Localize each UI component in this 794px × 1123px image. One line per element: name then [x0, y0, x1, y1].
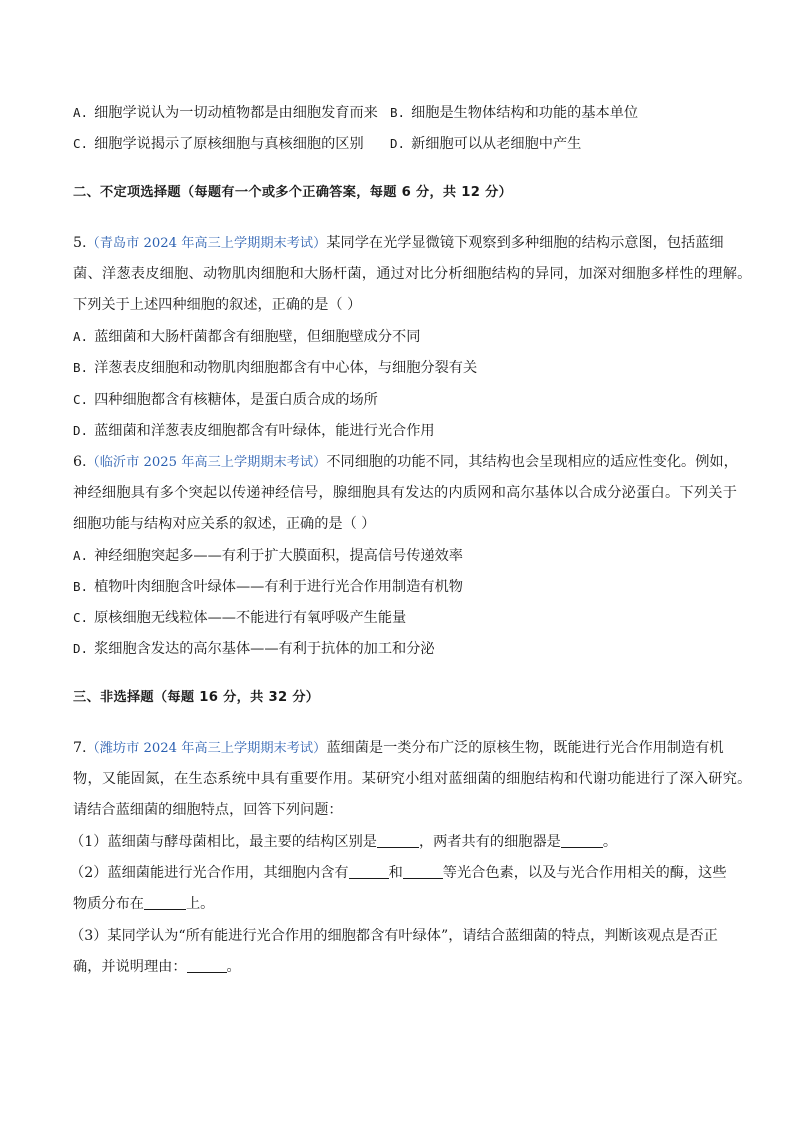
q4-option-a — [73, 103, 378, 123]
q6-option-b — [73, 577, 463, 597]
answer-blank[interactable] — [561, 833, 603, 848]
option-text: 蓝细菌和洋葱表皮细胞都含有叶绿体，能进行光合作用 — [94, 423, 435, 439]
q5-stem-line-1 — [73, 233, 724, 254]
q7-subquestion-3-cont — [73, 957, 241, 977]
option-letter: C. — [73, 610, 89, 625]
question-source: （青岛市 2024 年高三上学期期末考试） — [86, 236, 327, 251]
q7-subquestion-1 — [70, 832, 617, 852]
option-text: 细胞是生物体结构和功能的基本单位 — [411, 105, 639, 121]
q5-option-c — [73, 390, 378, 410]
q7-subquestion-2-cont — [73, 894, 214, 914]
subquestion-text: 上。 — [185, 896, 215, 912]
option-letter: C. — [73, 392, 89, 407]
question-source: （临沂市 2025 年高三上学期期末考试） — [86, 455, 327, 470]
subquestion-text: 。 — [226, 959, 241, 975]
stem-text: 某同学在光学显微镜下观察到多种细胞的结构示意图，包括蓝细 — [326, 235, 724, 251]
subquestion-text: 等光合色素，以及与光合作用相关的酶，这些 — [442, 865, 727, 881]
option-text: 细胞学说认为一切动植物都是由细胞发育而来 — [94, 105, 378, 121]
stem-text: 不同细胞的功能不同，其结构也会呈现相应的适应性变化。例如， — [326, 454, 738, 470]
subquestion-text: 物质分布在 — [73, 896, 144, 912]
q5-stem-line-3: 下列关于上述四种细胞的叙述，正确的是（ ） — [73, 297, 362, 313]
q6-stem-line-1 — [73, 452, 738, 473]
q5-stem-line-2: 菌、洋葱表皮细胞、动物肌肉细胞和大肠杆菌，通过对比分析细胞结构的异同，加深对细胞多样性的理解。 — [73, 266, 752, 282]
q7-subquestion-2 — [70, 863, 727, 883]
subquestion-text: ，两者共有的细胞器是 — [418, 834, 561, 850]
option-letter: D. — [390, 136, 406, 151]
option-letter: D. — [73, 423, 89, 438]
option-letter: A. — [73, 548, 89, 563]
answer-blank[interactable] — [187, 958, 227, 973]
option-text: 原核细胞无线粒体——不能进行有氧呼吸产生能量 — [94, 610, 407, 626]
q6-option-d — [73, 639, 435, 659]
q6-option-a — [73, 546, 463, 566]
question-number: 5. — [73, 235, 87, 251]
q7-stem-line-3: 请结合蓝细菌的细胞特点，回答下列问题： — [73, 802, 343, 818]
section-heading-3: 三、非选择题（每题 16 分，共 32 分） — [73, 690, 320, 705]
option-letter: B. — [73, 360, 89, 375]
section-heading-2: 二、不定项选择题（每题有一个或多个正确答案，每题 6 分，共 12 分） — [73, 185, 513, 200]
q5-option-a — [73, 327, 420, 347]
answer-blank[interactable] — [403, 864, 443, 879]
q4-option-c — [73, 134, 364, 154]
answer-blank[interactable] — [144, 895, 186, 910]
option-letter: D. — [73, 641, 89, 656]
q7-stem-line-2: 物，又能固氮，在生态系统中具有重要作用。某研究小组对蓝细菌的细胞结构和代谢功能进行了深入研究。 — [73, 771, 752, 787]
q5-option-b — [73, 358, 477, 378]
q6-stem-line-2: 神经细胞具有多个突起以传递神经信号，腺细胞具有发达的内质网和高尔基体以合成分泌蛋白。下列关于 — [73, 485, 738, 501]
option-text: 四种细胞都含有核糖体，是蛋白质合成的场所 — [94, 392, 378, 408]
question-number: 7. — [73, 740, 87, 756]
subquestion-text: 确，并说明理由： — [73, 959, 187, 975]
q7-subquestion-3: （3）某同学认为“所有能进行光合作用的细胞都含有叶绿体”，请结合蓝细菌的特点，判断该观点是否正 — [70, 928, 718, 944]
option-letter: A. — [73, 105, 89, 120]
question-source: （潍坊市 2024 年高三上学期期末考试） — [86, 741, 327, 756]
option-letter: A. — [73, 329, 89, 344]
q4-option-d — [390, 134, 581, 154]
subquestion-text: 。 — [602, 834, 618, 850]
option-letter: B. — [73, 579, 89, 594]
q6-option-c — [73, 608, 406, 628]
subquestion-text: （1）蓝细菌与酵母菌相比，最主要的结构区别是 — [70, 834, 377, 850]
answer-blank[interactable] — [377, 833, 419, 848]
option-letter: B. — [390, 105, 406, 120]
option-text: 神经细胞突起多——有利于扩大膜面积，提高信号传递效率 — [94, 548, 463, 564]
stem-text: 蓝细菌是一类分布广泛的原核生物，既能进行光合作用制造有机 — [326, 740, 724, 756]
option-text: 新细胞可以从老细胞中产生 — [411, 136, 582, 152]
q5-option-d — [73, 421, 435, 441]
question-number: 6. — [73, 454, 87, 470]
answer-blank[interactable] — [349, 864, 389, 879]
subquestion-text: （2）蓝细菌能进行光合作用，其细胞内含有 — [70, 865, 349, 881]
option-text: 浆细胞含发达的高尔基体——有利于抗体的加工和分泌 — [94, 641, 435, 657]
option-text: 蓝细菌和大肠杆菌都含有细胞壁，但细胞壁成分不同 — [94, 329, 421, 345]
q7-stem-line-1 — [73, 738, 724, 759]
option-text: 洋葱表皮细胞和动物肌肉细胞都含有中心体，与细胞分裂有关 — [94, 360, 478, 376]
option-text: 植物叶肉细胞含叶绿体——有利于进行光合作用制造有机物 — [94, 579, 463, 595]
q6-stem-line-3: 细胞功能与结构对应关系的叙述，正确的是（ ） — [73, 516, 376, 532]
option-text: 细胞学说揭示了原核细胞与真核细胞的区别 — [94, 136, 364, 152]
q4-option-b — [390, 103, 638, 123]
option-letter: C. — [73, 136, 89, 151]
subquestion-text: 和 — [388, 865, 403, 881]
